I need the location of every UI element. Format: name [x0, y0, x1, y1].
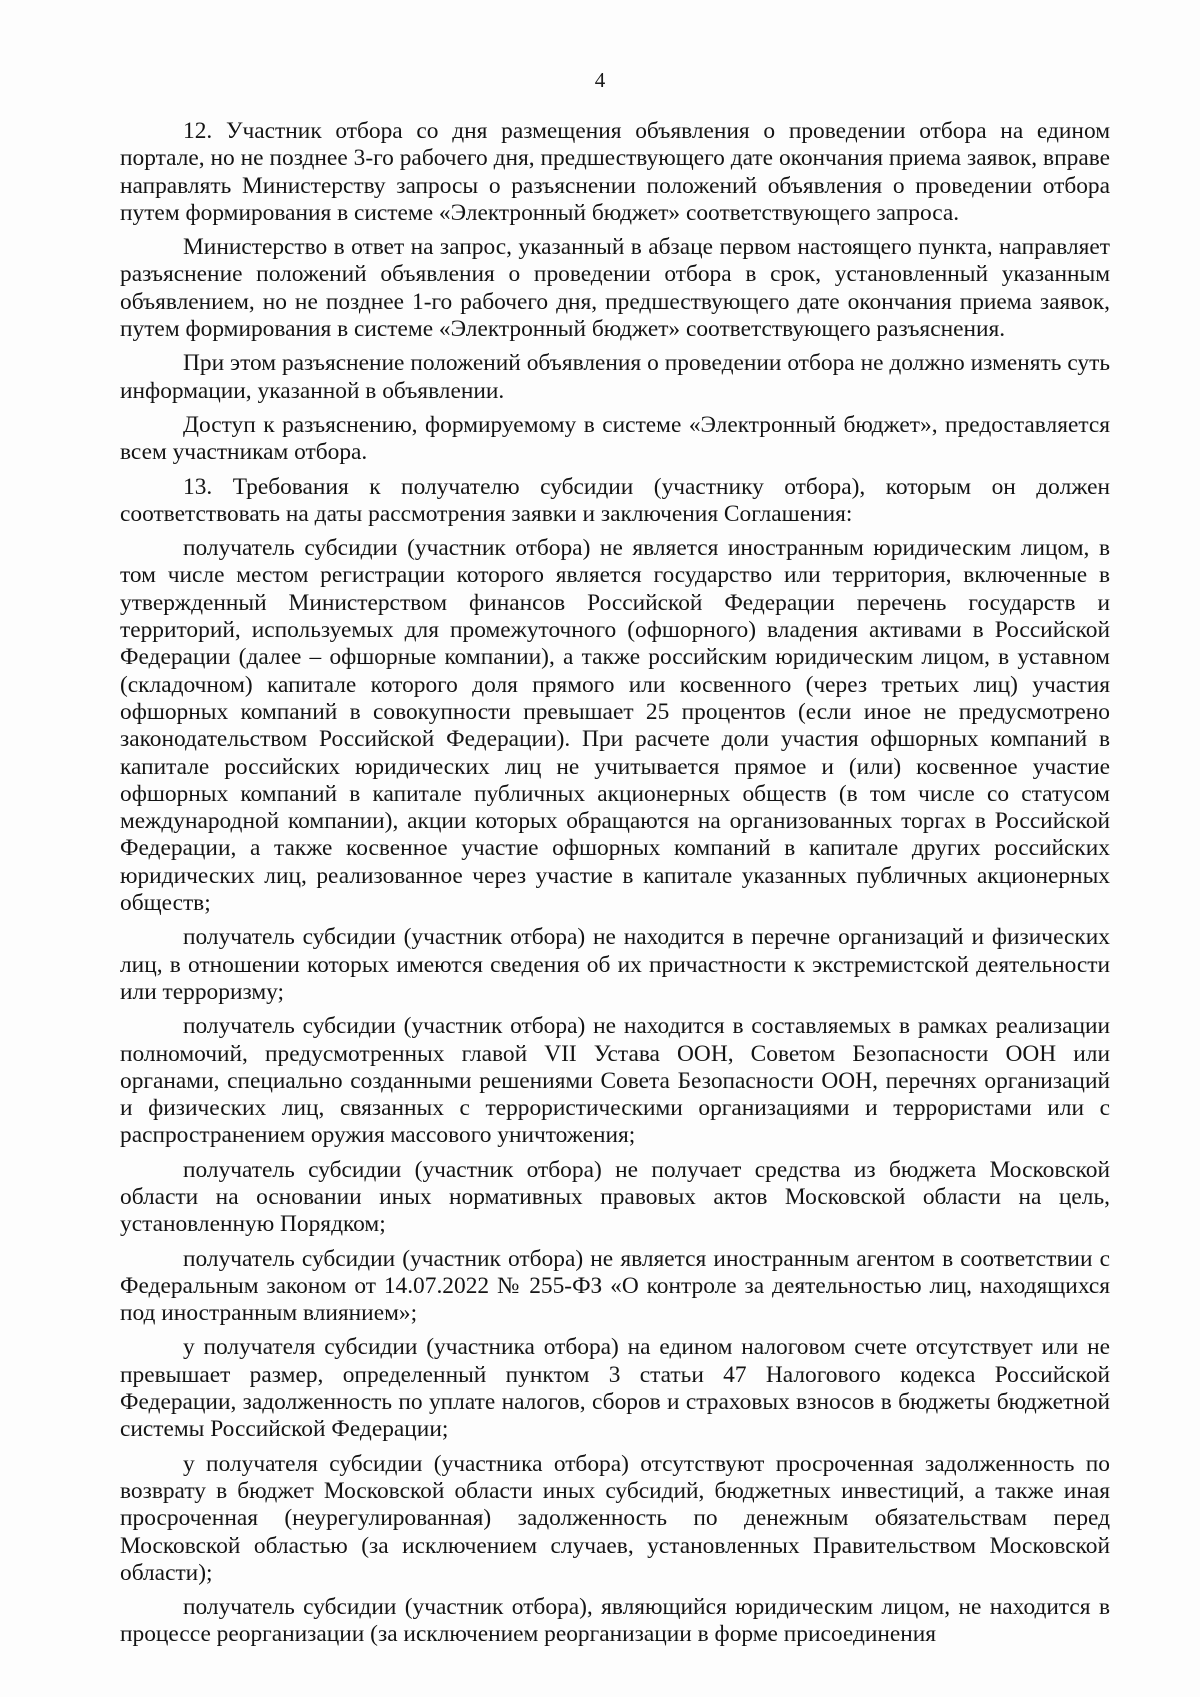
paragraph-13-requirements: 13. Требования к получателю субсидии (участнику отбора), которым он должен соответствовать на даты рассмотрения заявки и заключения Соглашения:	[120, 473, 1110, 527]
requirement-tax-debt: у получателя субсидии (участника отбора) на едином налоговом счете отсутствует или не превышает размер, определенный пунктом 3 статьи 47 Налогового кодекса Российской Федерации, задолженность по уплате налогов, сборов и страховых взносов в бюджеты бюджетной системы Российской Федерации;	[120, 1334, 1110, 1443]
requirement-reorganization: получатель субсидии (участник отбора), являющийся юридическим лицом, не находится в процессе реорганизации (за исключением реорганизации в форме присоединения	[120, 1594, 1110, 1648]
page-number: 4	[594, 68, 606, 92]
document-body	[120, 118, 1110, 1649]
requirement-offshore: получатель субсидии (участник отбора) не является иностранным юридическим лицом, в том числе местом регистрации которого является государство или территория, включенные в утвержденный Министерством финансов Российской Федерации перечень государств и территорий, используемых для промежуточного (офшорного) владения активами в Российской Федерации (далее – офшорные компании), а также российским юридическим лицом, в уставном (складочном) капитале которого доля прямого или косвенного (через третьих лиц) участия офшорных компаний в совокупности превышает 25 процентов (если иное не предусмотрено законодательством Российской Федерации). При расчете доли участия офшорных компаний в капитале российских юридических лиц не учитывается прямое и (или) косвенное участие офшорных компаний в капитале публичных акционерных обществ (в том числе со статусом международной компании), акции которых обращаются на организованных торгах в Российской Федерации, а также косвенное участие офшорных компаний в капитале других российских юридических лиц, реализованное через участие в капитале указанных публичных акционерных обществ;	[120, 535, 1110, 917]
paragraph-clarification-limits: При этом разъяснение положений объявления о проведении отбора не должно изменять суть информации, указанной в объявлении.	[120, 350, 1110, 404]
requirement-no-other-funds: получатель субсидии (участник отбора) не получает средства из бюджета Московской области на основании иных нормативных правовых актов Московской области на цель, установленную Порядком;	[120, 1156, 1110, 1238]
requirement-un-lists: получатель субсидии (участник отбора) не находится в составляемых в рамках реализации полномочий, предусмотренных главой VII Устава ООН, Советом Безопасности ООН или органами, специально созданными решениями Совета Безопасности ООН, перечнях организаций и физических лиц, связанных с террористическими организациями и террористами или с распространением оружия массового уничтожения;	[120, 1013, 1110, 1149]
requirement-overdue-debt: у получателя субсидии (участника отбора) отсутствуют просроченная задолженность по возврату в бюджет Московской области иных субсидий, бюджетных инвестиций, а также иная просроченная (неурегулированная) задолженность по денежным обязательствам перед Московской областью (за исключением случаев, установленных Правительством Московской области);	[120, 1450, 1110, 1586]
paragraph-access: Доступ к разъяснению, формируемому в системе «Электронный бюджет», предоставляется всем участникам отбора.	[120, 411, 1110, 466]
requirement-extremism: получатель субсидии (участник отбора) не находится в перечне организаций и физических лиц, в отношении которых имеются сведения об их причастности к экстремистской деятельности или терроризму;	[120, 924, 1110, 1005]
paragraph-12-intro: 12. Участник отбора со дня размещения объявления о проведении отбора на едином портале, но не позднее 3-го рабочего дня, предшествующего дате окончания приема заявок, вправе направлять Министерству запросы о разъяснении положений объявления о проведении отбора путем формирования в системе «Электронный бюджет» соответствующего запроса.	[120, 118, 1110, 226]
paragraph-ministry-response: Министерство в ответ на запрос, указанный в абзаце первом настоящего пункта, направляет разъяснение положений объявления о проведении отбора в срок, установленный указанным объявлением, но не позднее 1-го рабочего дня, предшествующего дате окончания приема заявок, путем формирования в системе «Электронный бюджет» соответствующего разъяснения.	[120, 234, 1110, 343]
requirement-foreign-agent: получатель субсидии (участник отбора) не является иностранным агентом в соответствии с Федеральным законом от 14.07.2022 № 255-ФЗ «О контроле за деятельностью лиц, находящихся под иностранным влиянием»;	[120, 1245, 1110, 1327]
